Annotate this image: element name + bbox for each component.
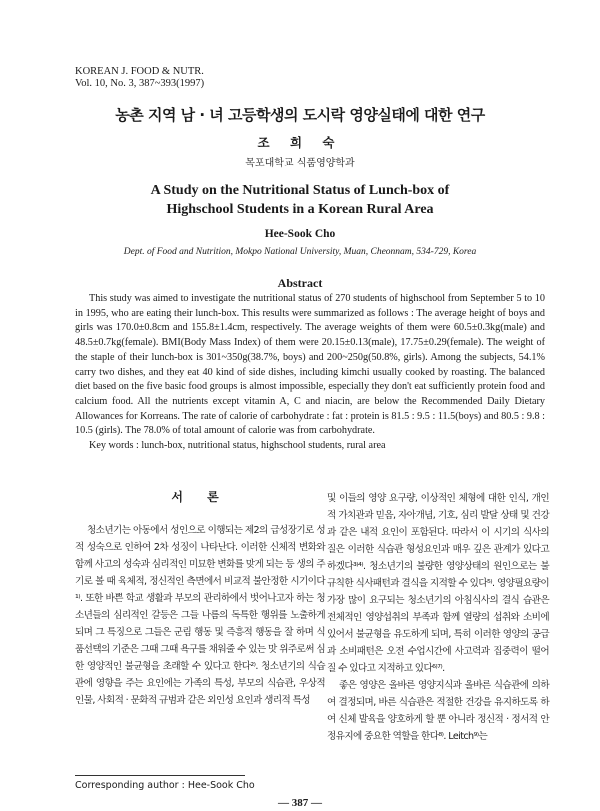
keywords: Key words : lunch-box, nutritional status, highschool students, rural area bbox=[89, 440, 386, 452]
korean-author: 조 희 숙 bbox=[257, 135, 343, 150]
journal-name: KOREAN J. FOOD & NUTR. bbox=[75, 66, 204, 77]
english-affiliation: Dept. of Food and Nutrition, Mokpo National University, Muan, Cheonnam, 534-729, Korea bbox=[123, 247, 477, 257]
english-title bbox=[0, 181, 600, 219]
footnote-divider bbox=[75, 775, 245, 776]
abstract-heading: Abstract bbox=[277, 276, 323, 290]
intro-paragraph-1: 청소년기는 아동에서 성인으로 이행되는 제2의 급성장기로 성적 성숙으로 인하여 2차 성징이 나타난다. 이러한 신체적 변화와 함께 사고의 성숙과 심리적인 미묘한 변화를 맞게 되는 등 생의 주기로 볼 때 육체적, 정신적인 측면에서 비교적 불안정한 시기이다¹⁾. 또한 바쁜 학교 생활과 부모의 관리하에서 벗어나고자 하는 청소년들의 심리적인 갈등은 그들 나름의 독특한 행위를 노출하게 되며 그 특징으로 그들은 군림 행동 및 즉흥적 행동을 잘 하며 식품선택의 기준은 그때 그때 욕구를 채워줄 수 있는 맛 위주로써 심한 영양적인 불균형을 초래할 수 있다고 한다²⁾. 청소년기의 식습관에 영향을 주는 요인에는 가족의 특성, 부모의 식습관, 우상적 인물, 사회적 · 문화적 규범과 같은 외인성 요인과 생리적 특성 bbox=[75, 525, 325, 706]
abstract-body: This study was aimed to investigate the nutritional status of 270 students of highschool from September 5 to 10 in 1995, who are eating their lunch-box. This results were summarized as follows : The average height of boys and girls was 170.0±0.8cm and 155.8±1.4cm, respectively. The average weights of them were 60.5±0.3kg(male) and 48.5±0.7kg(female). BMI(Body Mass Index) of them were 20.15±0.13(male), 17.75±0.29(female). The weight of the staple of their lunch-box is 301~350g(38.7%, boys) and 200~250g(50.8%, girls). Among the subjects, 54.1% carry two dishes, and they eat 40 kind of side dishes, including kimchi usually cooked by roasting. The balanced diet based on the five basic food groups is almost impossible, especially they don't eat sufficiently protein food and calcium food. All the nutrients except vitamin A, C and niacin, are below the Recommended Daily Dietary Allowances for Korreans. The rate of calorie of carbohydrate : fat : protein is 81.5 : 9.5 : 11.5(boys) and 80.5 : 9.8 : 10.5 (girls). The 78.0% of total amount of calorie was from carbohydrate. bbox=[75, 293, 545, 437]
korean-title: 농촌 지역 남 · 녀 고등학생의 도시락 영양실태에 대한 연구 bbox=[115, 106, 485, 124]
intro-paragraph-3: 좋은 영양은 올바른 영양지식과 올바른 식습관에 의하여 결정되며, 바른 식습관은 적절한 건강을 유지하도록 하여 신체 발육을 양호하게 할 뿐 아니라 정신적 · 정서적 안정유지에 중요한 역할을 한다⁸⁾. Leitch⁹⁾는 bbox=[327, 680, 549, 742]
english-title-line2: Highschool Students in a Korean Rural Area bbox=[166, 202, 434, 217]
section-heading: 서 론 bbox=[171, 490, 229, 504]
intro-paragraph-2: 및 이들의 영양 요구량, 이상적인 체형에 대한 인식, 개인적 가치관과 믿음, 자아개념, 기호, 심리 발달 상태 및 건강과 같은 내적 요인이 포함된다. 따라서 이 시기의 식사의 질은 이러한 식습관 형성요인과 매우 깊은 관계가 있다고 하겠다³⁾⁴⁾. 청소년기의 불량한 영양상태의 원인으로는 불규칙한 식사패턴과 결식을 지적할 수 있다⁵⁾. 영양필요량이 가장 많이 요구되는 청소년기의 아침식사의 결식 습관은 전체적인 영양섭취의 부족과 함께 열량의 섭취와 소비에 있어서 불균형을 유도하게 되며, 특히 이러한 영양의 공급과 소비패턴은 오전 수업시간에 사고력과 집중력이 떨어질 수 있다고 지적하고 있다⁶⁾⁷⁾. bbox=[327, 493, 549, 674]
journal-volume: Vol. 10, No. 3, 387~393(1997) bbox=[75, 78, 205, 89]
english-author: Hee-Sook Cho bbox=[264, 228, 336, 240]
page-number: — 387 — bbox=[278, 797, 322, 809]
left-column bbox=[75, 490, 325, 709]
korean-affiliation: 목포대학교 식품영양학과 bbox=[245, 158, 355, 169]
corresponding-author: Corresponding author : Hee-Sook Cho bbox=[75, 780, 255, 791]
journal-citation bbox=[75, 66, 204, 90]
english-title-line1: A Study on the Nutritional Status of Lunch-box of bbox=[150, 183, 450, 198]
right-column bbox=[327, 490, 549, 745]
abstract-section bbox=[75, 292, 545, 454]
